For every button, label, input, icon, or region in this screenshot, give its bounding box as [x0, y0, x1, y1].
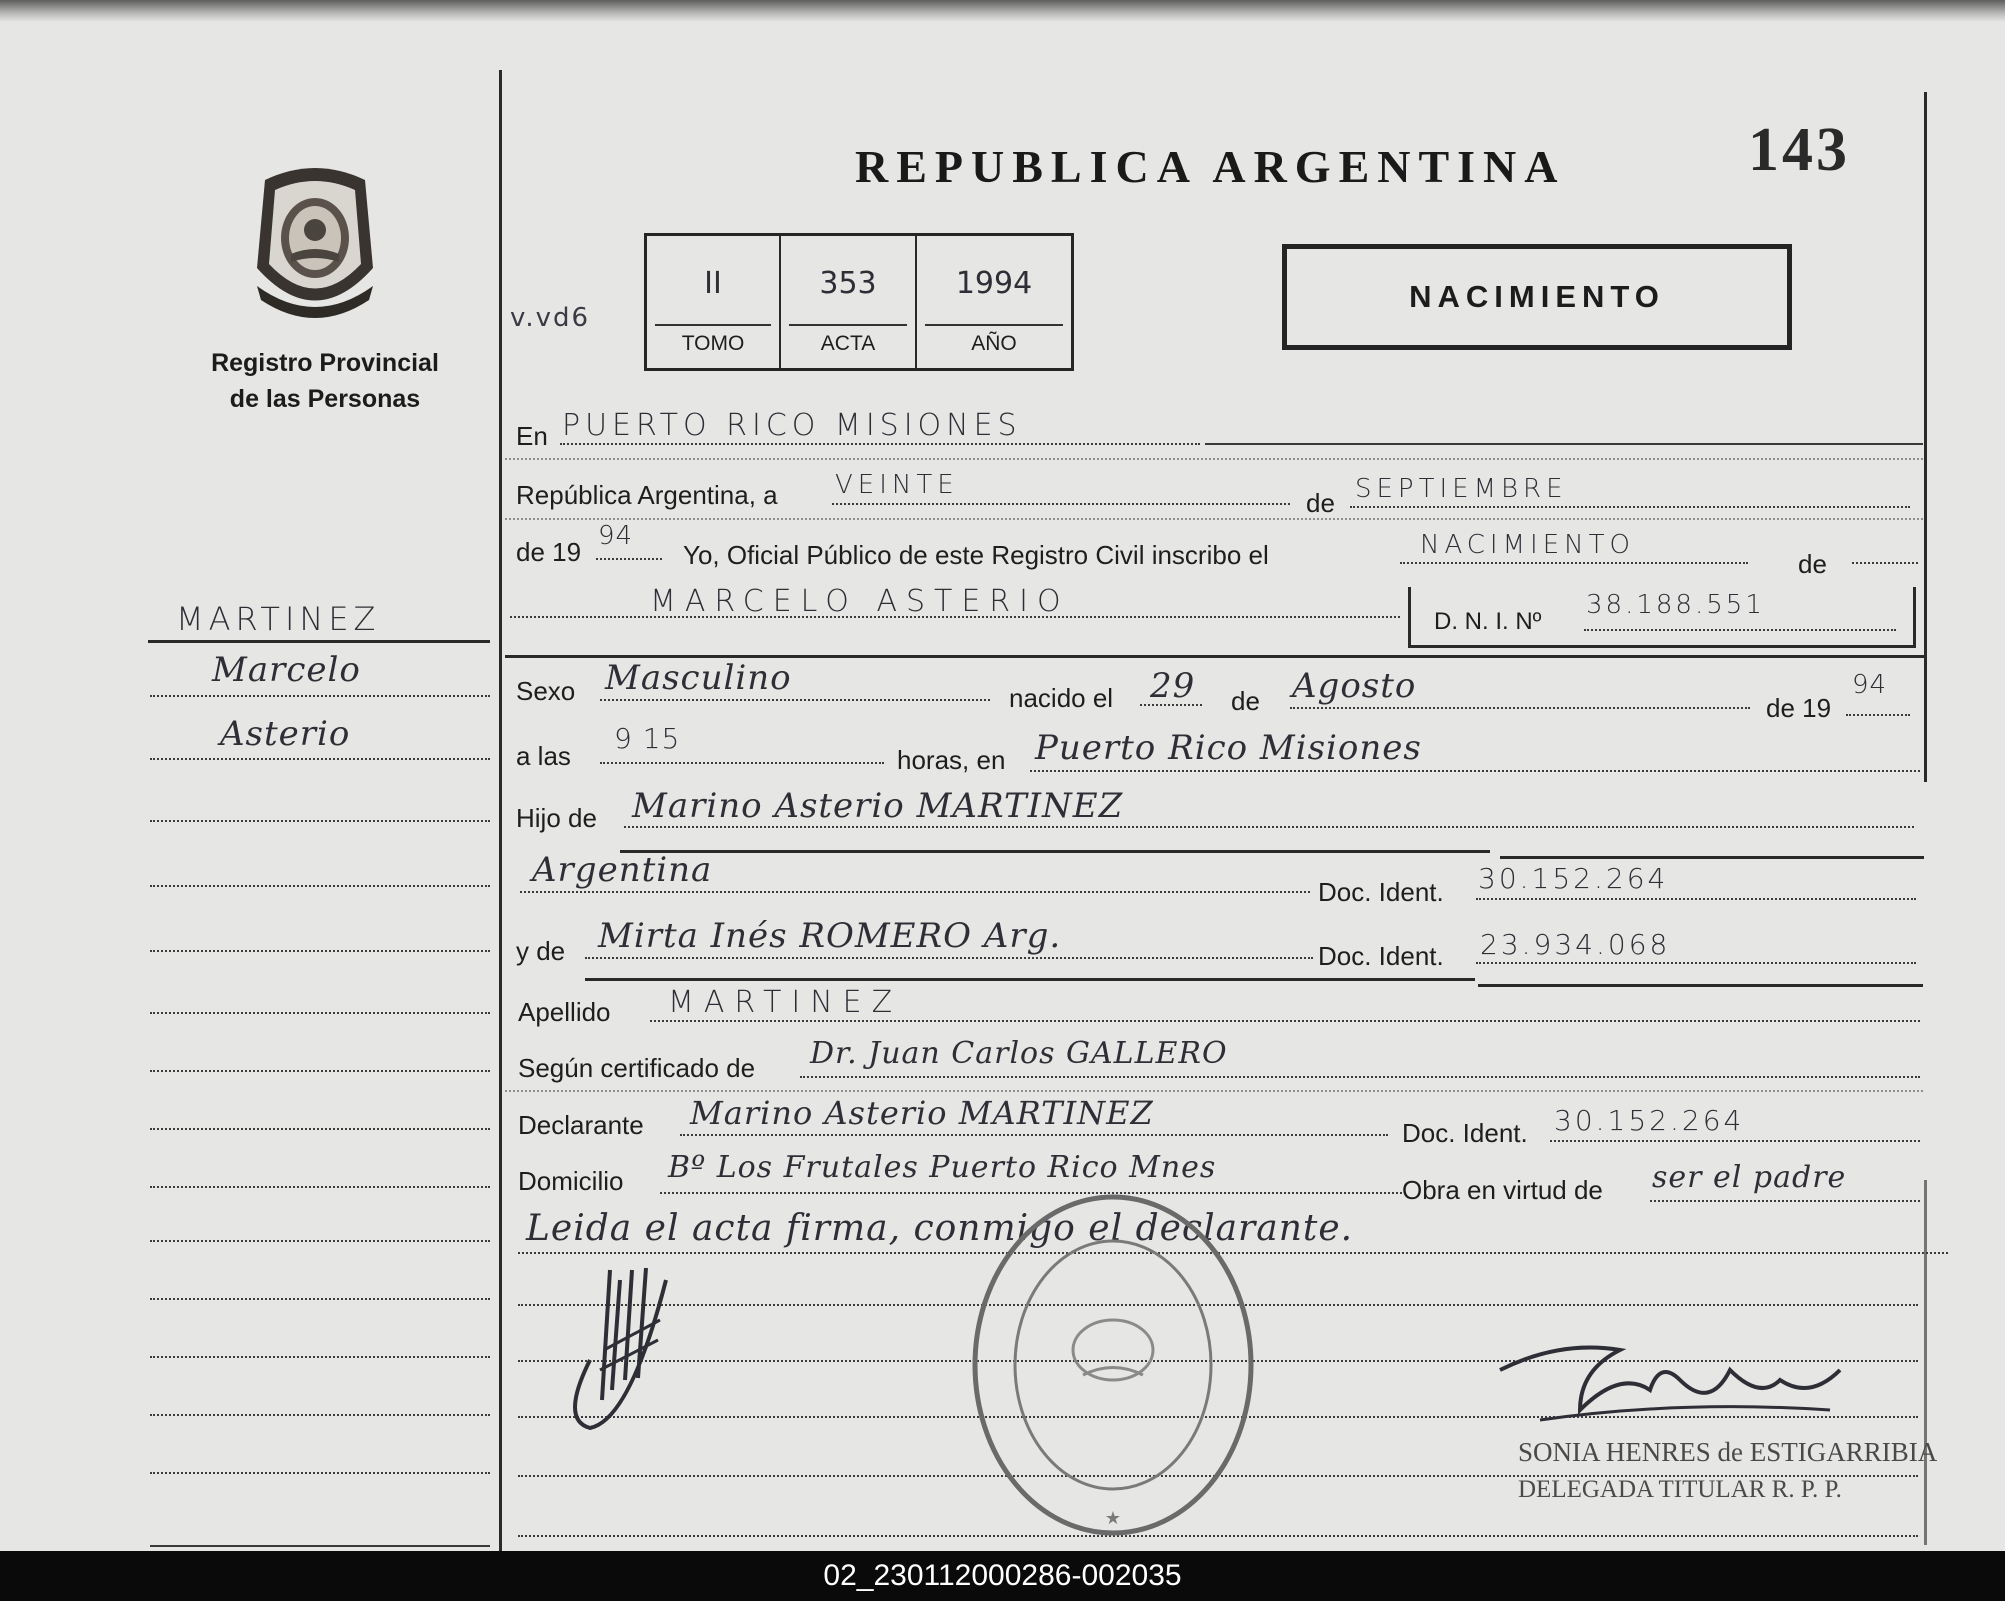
mother-doc-line [1476, 962, 1916, 964]
page-number: 143 [1748, 116, 1850, 184]
sexo-line [600, 699, 990, 701]
certificado-value: Dr. Juan Carlos GALLERO [810, 1036, 1228, 1071]
margin-rule [150, 1240, 490, 1242]
en-label: En [516, 421, 548, 451]
mother-section-rule [585, 978, 1475, 981]
father-nationality-line [520, 891, 1310, 893]
margin-rule [150, 1128, 490, 1130]
right-border-line-lower [1924, 1180, 1927, 1545]
country-title: REPUBLICA ARGENTINA [855, 141, 1566, 192]
margin-rule [150, 1012, 490, 1014]
margin-rule [150, 1070, 490, 1072]
anio-underline [925, 324, 1063, 326]
horas-label: horas, en [897, 745, 1006, 775]
leida-statement: Leida el acta firma, conmigo el declarante. [526, 1208, 1354, 1249]
margin-note: v.vd6 [510, 303, 591, 333]
obra-line [1650, 1200, 1920, 1202]
registry-name [190, 345, 460, 417]
birth-year-line [1846, 714, 1910, 716]
margin-middle-name: Asterio [220, 714, 351, 754]
birth-time-line [600, 762, 884, 764]
margin-rule [150, 1356, 490, 1358]
left-column-divider [499, 70, 502, 1551]
right-border-line [1924, 92, 1927, 782]
official-signature [1480, 1330, 1860, 1440]
alas-label: a las [516, 741, 571, 771]
hijo-label: Hijo de [516, 803, 597, 833]
registry-name-line1: Registro Provincial [211, 349, 439, 377]
father-section-rule-right [1500, 856, 1924, 859]
anio-value: 1994 [955, 266, 1033, 301]
margin-rule [150, 1472, 490, 1474]
birth-month-line [1290, 707, 1750, 709]
round-official-stamp [968, 1190, 1258, 1540]
apellido-line [650, 1020, 1920, 1022]
svg-text:★: ★ [1104, 1508, 1122, 1529]
dni-line [1584, 629, 1896, 631]
declarante-label: Declarante [518, 1110, 644, 1140]
father-name-line [624, 826, 1914, 828]
certificado-label: Según certificado de [518, 1053, 756, 1083]
official-name-stamp: SONIA HENRES de ESTIGARRIBIA [1518, 1437, 1938, 1467]
father-doc-line [1476, 898, 1916, 900]
official-title-stamp: DELEGADA TITULAR R. P. P. [1518, 1476, 1842, 1503]
official-label: Yo, Oficial Público de este Registro Civil inscribo el [683, 540, 1269, 570]
declarante-doc: 30.152.264 [1554, 1104, 1745, 1137]
margin-rule [150, 885, 490, 887]
birth-year-suffix: 94 [1852, 670, 1888, 700]
person-name-line [510, 616, 1400, 618]
mother-name: Mirta Inés ROMERO Arg. [598, 916, 1062, 956]
obra-value: ser el padre [1652, 1160, 1847, 1195]
dni-value: 38.188.551 [1586, 590, 1765, 620]
tomo-value: II [704, 266, 722, 301]
father-nationality: Argentina [532, 850, 713, 890]
birth-place-line [1030, 770, 1920, 772]
apellido-label: Apellido [518, 997, 611, 1027]
doc-ident-label: Doc. Ident. [1318, 877, 1444, 907]
domicilio-label: Domicilio [518, 1166, 624, 1196]
declarante-line [680, 1134, 1388, 1136]
acta-cell [781, 236, 917, 368]
place-line-end [1205, 443, 1923, 445]
month-value: SEPTIEMBRE [1355, 474, 1568, 504]
day-value: VEINTE [835, 470, 959, 500]
obra-label: Obra en virtud de [1402, 1175, 1603, 1205]
row-rule [505, 458, 1923, 460]
sexo-label: Sexo [516, 676, 576, 706]
margin-rule [150, 1414, 490, 1416]
row-rule [505, 518, 1923, 520]
mother-name-line [585, 957, 1313, 959]
year-label: de 19 [516, 537, 582, 567]
dni-label: D. N. I. Nº [1434, 608, 1542, 635]
birth-year-label: de 19 [1766, 693, 1832, 723]
birth-time: 9 15 [614, 722, 681, 755]
act-type-line [1400, 562, 1748, 564]
record-reference-box [644, 233, 1074, 371]
margin-rule [150, 820, 490, 822]
person-name: MARCELO ASTERIO [650, 584, 1070, 619]
acta-label: ACTA [820, 332, 876, 355]
sexo-value: Masculino [605, 658, 792, 698]
margin-rule [150, 1298, 490, 1300]
margin-rule [150, 695, 490, 697]
row-rule [505, 1090, 1923, 1092]
father-doc: 30.152.264 [1478, 862, 1669, 895]
top-edge-shadow [0, 0, 2005, 22]
misiones-coat-of-arms [245, 158, 385, 318]
margin-bottom-rule [150, 1545, 490, 1547]
birth-place: Puerto Rico Misiones [1035, 728, 1422, 768]
ydel-label: y de [516, 936, 566, 966]
birth-month: Agosto [1292, 666, 1417, 706]
republica-label: República Argentina, a [516, 480, 778, 510]
de-line-2 [1852, 562, 1918, 564]
certificado-line [800, 1076, 1920, 1078]
record-type-box: NACIMIENTO [1282, 244, 1792, 350]
registry-name-line2: de las Personas [229, 385, 421, 413]
place-line [560, 443, 1200, 445]
nacido-label: nacido el [1009, 683, 1114, 713]
apellido-value: MARTINEZ [668, 985, 903, 1020]
margin-surname-rule [148, 640, 490, 643]
de-label-2: de [1798, 549, 1827, 579]
place-value: PUERTO RICO MISIONES [562, 408, 1022, 443]
declarante-doc-line [1550, 1140, 1920, 1142]
birth-day-line [1140, 704, 1202, 706]
declarante-value: Marino Asterio MARTINEZ [690, 1094, 1154, 1132]
anio-cell [917, 236, 1071, 368]
margin-surname: MARTINEZ [176, 600, 381, 638]
tomo-underline [655, 324, 771, 326]
image-code-footer: 02_230112000286-002035 [0, 1551, 2005, 1601]
margin-rule [150, 1186, 490, 1188]
mother-doc: 23.934.068 [1480, 928, 1671, 961]
acta-value: 353 [819, 266, 877, 301]
doc-ident-label-2: Doc. Ident. [1318, 941, 1444, 971]
father-section-rule [620, 850, 1490, 853]
doc-ident-label-3: Doc. Ident. [1402, 1118, 1528, 1148]
act-type-value: NACIMIENTO [1420, 530, 1635, 560]
de-label-3: de [1231, 686, 1260, 716]
margin-rule [150, 758, 490, 760]
mother-section-rule-right [1478, 984, 1923, 987]
acta-underline [789, 324, 907, 326]
anio-label: AÑO [971, 332, 1017, 355]
domicilio-value: Bº Los Frutales Puerto Rico Mnes [668, 1150, 1217, 1185]
margin-rule [150, 950, 490, 952]
day-line [832, 503, 1290, 505]
margin-first-name: Marcelo [212, 650, 361, 690]
birth-day: 29 [1150, 666, 1196, 706]
father-name: Marino Asterio MARTINEZ [632, 786, 1124, 826]
month-line [1350, 506, 1910, 508]
year-line [596, 558, 662, 560]
year-suffix: 94 [598, 521, 634, 551]
tomo-label: TOMO [681, 332, 745, 355]
de-label: de [1306, 488, 1335, 518]
tomo-cell [647, 236, 781, 368]
declarant-signature [550, 1250, 690, 1440]
